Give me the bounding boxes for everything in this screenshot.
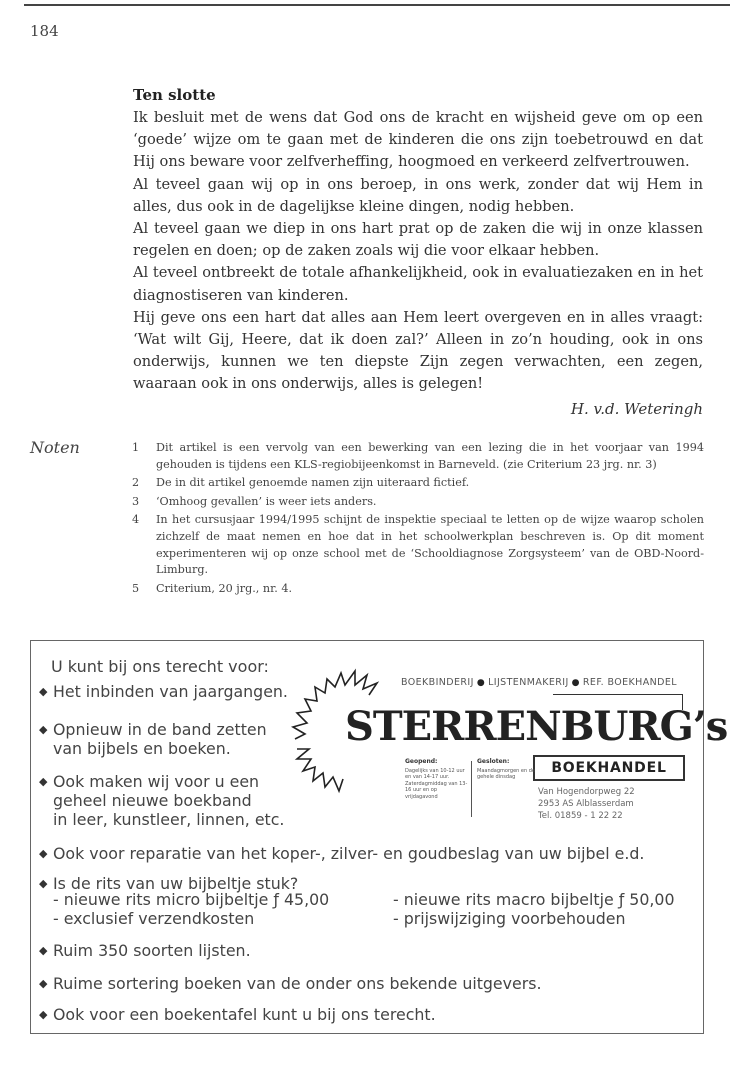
note-number: 4: [132, 513, 140, 527]
ad-item-line: in leer, kunstleer, linnen, etc.: [53, 810, 285, 829]
tagline-dot-icon: ●: [571, 678, 580, 688]
diamond-bullet-icon: ◆: [39, 847, 48, 860]
note-item: [132, 581, 704, 598]
note-text: In het cursusjaar 1994/1995 schijnt de inspektie speciaal te letten op de wijze waarop scholen zichzelf de maat nemen en hoe dat in het schoolwerkplan beschreven is. Op dit moment experimenteren wij op onze school met de ‘Schooldiagnose Zorgsysteem’ van de OBD-Noord-Limburg.: [156, 513, 704, 577]
tagline-word: REF. BOEKHANDEL: [582, 677, 677, 688]
ad-item-line: Is de rits van uw bijbeltje stuk?: [53, 874, 299, 893]
article-paragraph: Al teveel gaan we diep in ons hart prat op de zaken die wij in onze klassen regelen en doen; op de zaken zoals wij die voor elkaar hebben.: [133, 220, 703, 260]
ad-item: [39, 682, 288, 701]
ad-item-line: Ruim 350 soorten lijsten.: [53, 941, 251, 960]
note-number: 3: [132, 494, 140, 508]
price-line: - nieuwe rits macro bijbeltje ƒ 50,00: [393, 890, 675, 909]
logo-name: STERRENBURG’s: [345, 703, 728, 750]
author-signature: H. v.d. Weteringh: [570, 399, 703, 418]
closing-hours: [477, 759, 543, 781]
notes-heading: Noten: [30, 438, 80, 457]
top-rule: [24, 4, 730, 6]
ad-item-line: Ook voor reparatie van het koper-, zilver- en goudbeslag van uw bijbel e.d.: [53, 844, 645, 863]
ad-item-line: Opnieuw in de band zetten: [53, 720, 267, 739]
ad-item: [39, 941, 251, 960]
note-item: [132, 440, 704, 473]
diamond-bullet-icon: ◆: [39, 723, 48, 736]
address-line: Tel. 01859 - 1 22 22: [538, 811, 623, 821]
logo-tagline: [401, 677, 677, 688]
note-item: [132, 512, 704, 578]
diamond-bullet-icon: ◆: [39, 1008, 48, 1021]
bookshop-advertisement: [30, 640, 728, 1034]
opening-hours: [405, 759, 471, 800]
ad-item: [39, 720, 267, 758]
zipper-prices-left: [53, 890, 329, 928]
note-text: ‘Omhoog gevallen’ is weer iets anders.: [156, 494, 377, 508]
note-text: Criterium, 20 jrg., nr. 4.: [156, 581, 293, 595]
note-number: 1: [132, 441, 140, 454]
closing-hours-label: Gesloten:: [477, 758, 510, 765]
diamond-bullet-icon: ◆: [39, 977, 48, 990]
ad-intro: U kunt bij ons terecht voor:: [51, 657, 269, 676]
price-line: - prijswijziging voorbehouden: [393, 909, 626, 928]
ad-item: [39, 844, 644, 863]
notes-list: [132, 440, 704, 599]
article: [133, 86, 703, 418]
zipper-prices-right: [393, 890, 675, 928]
ad-item: [39, 974, 541, 993]
ad-item: [39, 1005, 436, 1024]
ad-item-line: Ook voor een boekentafel kunt u bij ons terecht.: [53, 1005, 436, 1024]
note-item: [132, 494, 704, 511]
price-line: - exclusief verzendkosten: [53, 909, 255, 928]
article-heading: Ten slotte: [133, 86, 216, 104]
address-line: 2953 AS Alblasserdam: [538, 799, 634, 809]
opening-hours-label: Geopend:: [405, 758, 438, 765]
tagline-word: LIJSTENMAKERIJ: [488, 677, 569, 688]
ad-item-line: geheel nieuwe boekband: [53, 791, 252, 810]
diamond-bullet-icon: ◆: [39, 944, 48, 957]
article-paragraph: Al teveel ontbreekt de totale afhankelijkheid, ook in evaluatiezaken en in het diagnostiseren van kinderen.: [133, 264, 703, 304]
note-text: Dit artikel is een vervolg van een bewerking van een lezing die in het voorjaar van 1994 gehouden is tijdens een KLS-regiobijeenkomst in Barneveld. (zie Criterium 23 jrg. nr. 3): [156, 441, 704, 471]
ad-item-line: Ook maken wij voor u een: [53, 772, 260, 791]
tagline-word: BOEKBINDERIJ: [401, 677, 474, 688]
ad-item: [39, 772, 284, 829]
article-paragraph: Ik besluit met de wens dat God ons de kracht en wijsheid geve om op een ‘goede’ wijze om te gaan met de kinderen die ons zijn toebetrouwd en dat Hij ons beware voor zelfverheffing, hoogmoed en verkeerd zelfvertrouwen.: [133, 109, 703, 171]
ad-item-line: Ruime sortering boeken van de onder ons bekende uitgevers.: [53, 974, 542, 993]
logo-frame-line: [553, 694, 683, 695]
ad-item-line: Het inbinden van jaargangen.: [53, 682, 288, 701]
sterrenburg-logo: [283, 651, 728, 831]
shop-address: [538, 786, 635, 822]
ad-item-line: van bijbels en boeken.: [53, 739, 231, 758]
price-line: - nieuwe rits micro bijbeltje ƒ 45,00: [53, 890, 330, 909]
diamond-bullet-icon: ◆: [39, 775, 48, 788]
diamond-bullet-icon: ◆: [39, 685, 48, 698]
note-text: De in dit artikel genoemde namen zijn uiteraard fictief.: [156, 476, 470, 490]
note-number: 2: [132, 476, 140, 490]
opening-hours-text: Dagelijks van 10-12 uur en van 14-17 uur. Zaterdagmiddag van 13-16 uur en op vrijdagavond: [405, 767, 468, 800]
tagline-dot-icon: ●: [476, 678, 486, 688]
address-line: Van Hogendorpweg 22: [538, 787, 635, 797]
closing-hours-text: Maandagmorgen en de gehele dinsdag: [477, 767, 536, 780]
logo-subtitle: BOEKHANDEL: [533, 755, 685, 781]
diamond-bullet-icon: ◆: [39, 877, 48, 890]
page-number: 184: [30, 22, 59, 40]
note-item: [132, 475, 704, 492]
note-number: 5: [132, 581, 140, 595]
article-paragraph: Hij geve ons een hart dat alles aan Hem leert overgeven en in alles vraagt: ‘Wat wilt Gij, Heere, dat ik doen zal?’ Alleen in zo’n houding, ook in ons onderwijs, kunnen we ten diepste Zijn zegen verwachten, een zegen, waaraan ook in ons onderwijs, alles is gelegen!: [133, 308, 703, 393]
hours-divider: [471, 761, 472, 817]
article-paragraph: Al teveel gaan wij op in ons beroep, in ons werk, zonder dat wij Hem in alles, dus ook in de dagelijkse kleine dingen, nodig hebben.: [133, 175, 703, 215]
